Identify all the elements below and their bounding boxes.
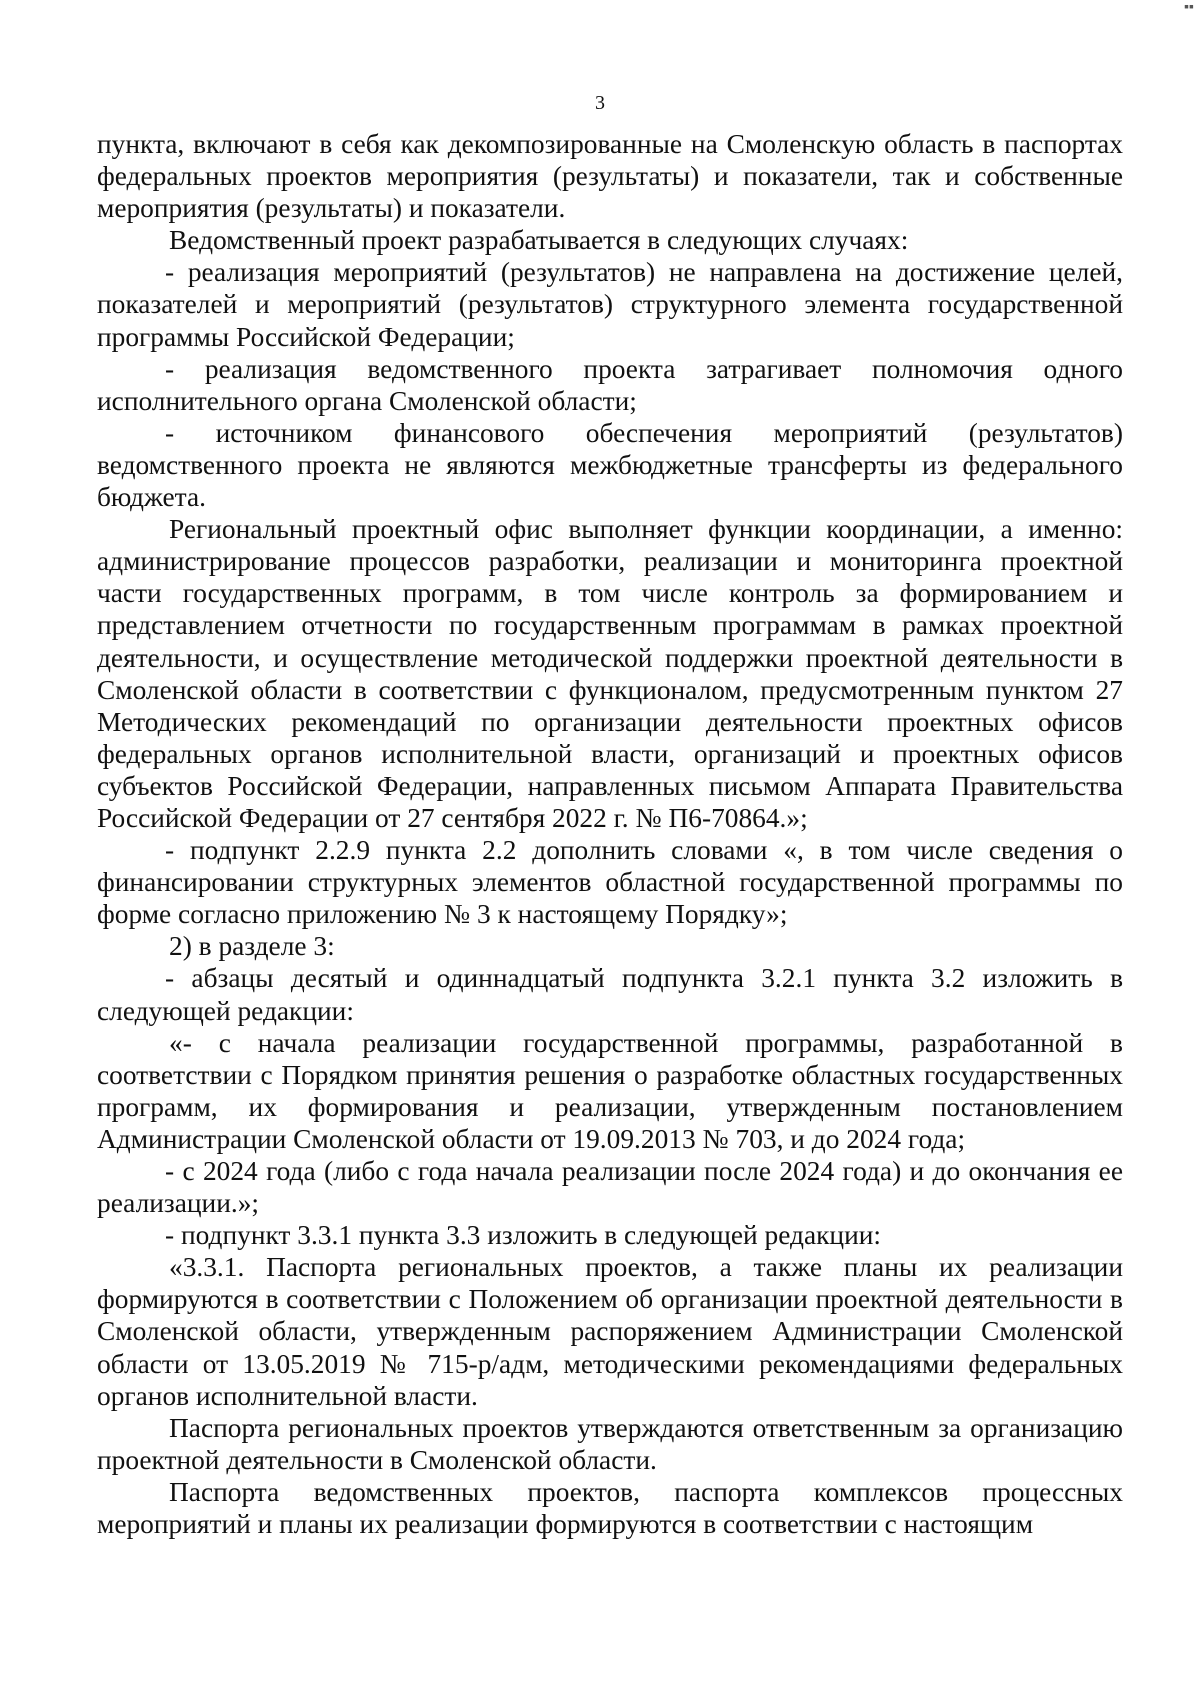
list-item-case-2: - реализация ведомственного проекта затрагивает полномочия одного исполнительного органа Смоленской области;: [97, 353, 1123, 416]
paragraph-section-3: 2) в разделе 3:: [169, 931, 335, 962]
paragraph-continuation: пункта, включают в себя как декомпозированные на Смоленскую область в паспортах федеральных проектов мероприятия (результаты) и показатели, так и собственные мероприятия (результаты) и показатели.: [97, 129, 1123, 224]
paragraph-3-3-1-text: «3.3.1. Паспорта региональных проектов, а также планы их реализации формируются в соответствии с Положением об организации проектной деятельности в Смоленской области, утвержденным распоряжением Администрации Смоленской области от 13.05.2019 № 715-р/адм, методическими рекомендациями федеральных органов исполнительной власти.: [97, 1252, 1123, 1411]
list-item-subclause-2-2-9: - подпункт 2.2.9 пункта 2.2 дополнить словами «, в том числе сведения о финансировании структурных элементов областной государственной программы по форме согласно приложению № 3 к настоящему Порядку»;: [97, 835, 1123, 930]
paragraph-regional-project-office: Региональный проектный офис выполняет функции координации, а именно: администрирование процессов разработки, реализации и мониторинга проектной части государственных программ, в том числе контроль за формированием и представлением отчетности по государственным программам в рамках проектной деятельности, и осуществление методической поддержки проектной деятельности в Смоленской области в соответствии с функционалом, предусмотренным пунктом 27 Методических рекомендаций по организации деятельности проектных офисов федеральных органов исполнительной власти, организаций и проектных офисов субъектов Российской Федерации, направленных письмом Аппарата Правительства Российской Федерации от 27 сентября 2022 г. № П6-70864.»;: [97, 514, 1123, 833]
list-item-subclause-3-3-1: - подпункт 3.3.1 пункта 3.3 изложить в следующей редакции:: [165, 1220, 882, 1251]
paragraph-quote-2024: - с 2024 года (либо с года начала реализации после 2024 года) и до окончания ее реализации.»;: [97, 1156, 1123, 1219]
list-item-subclause-3-2-1: - абзацы десятый и одиннадцатый подпункта 3.2.1 пункта 3.2 изложить в следующей редакции:: [97, 963, 1123, 1026]
page-number: 3: [595, 92, 605, 114]
paragraph-passports-approval: Паспорта региональных проектов утверждаются ответственным за организацию проектной деятельности в Смоленской области.: [97, 1412, 1123, 1475]
list-item-case-3: - источником финансового обеспечения мероприятий (результатов) ведомственного проекта не являются межбюджетные трансферты из федерального бюджета.: [97, 417, 1123, 513]
paragraph-departmental-project-intro: Ведомственный проект разрабатывается в следующих случаях:: [169, 225, 909, 256]
paragraph-departmental-passports: Паспорта ведомственных проектов, паспорта комплексов процессных мероприятий и планы их реализации формируются в соответствии с настоящим: [97, 1476, 1123, 1540]
document-body: [97, 128, 1123, 1540]
list-item-case-1: - реализация мероприятий (результатов) не направлена на достижение целей, показателей и мероприятий (результатов) структурного элемента государственной программы Российской Федерации;: [97, 257, 1123, 352]
scan-edge-mark: ▪▪: [1184, 0, 1194, 15]
paragraph-quote-start: «- с начала реализации государственной программы, разработанной в соответствии с Порядком принятия решения о разработке областных государственных программ, их формирования и реализации, утвержденным постановлением Администрации Смоленской области от 19.09.2013 № 703, и до 2024 года;: [97, 1027, 1123, 1154]
